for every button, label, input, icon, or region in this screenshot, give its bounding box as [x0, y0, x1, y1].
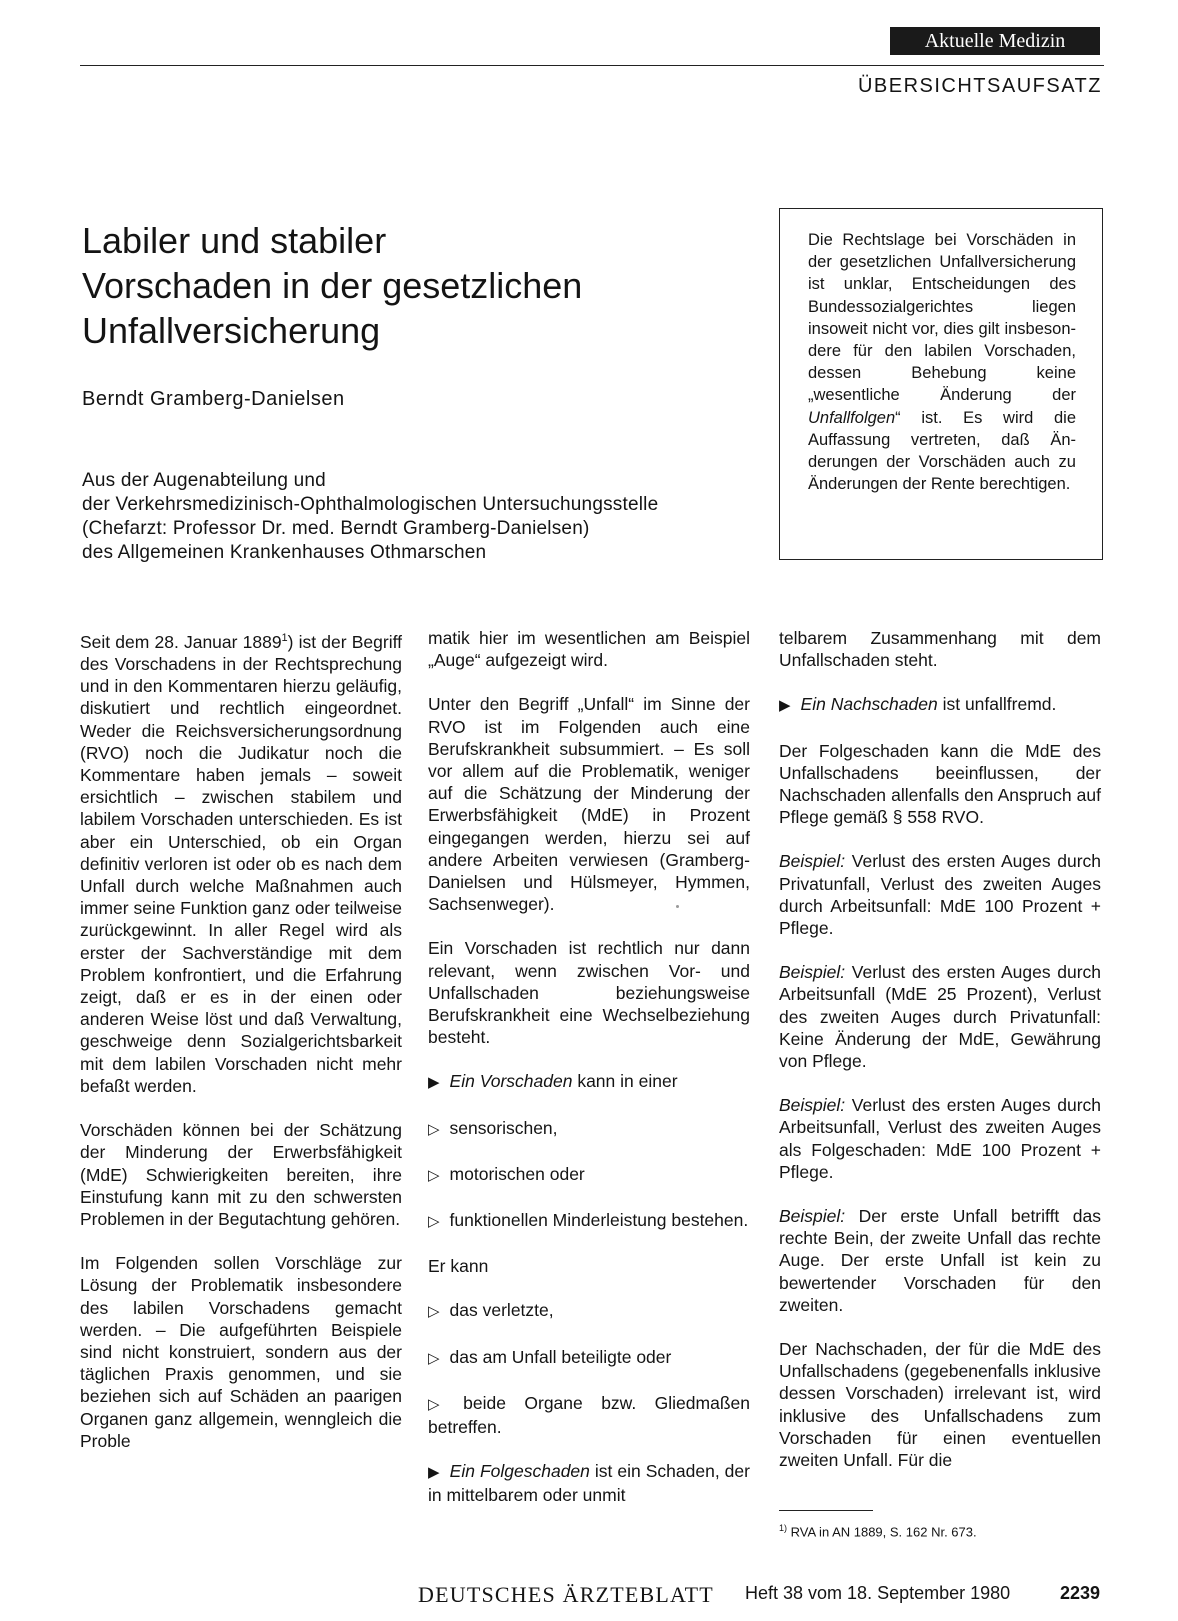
open-triangle-icon: ▷	[428, 1303, 440, 1321]
abstract-part: “ ist. Es wird die Auffassung vertreten, daß Änderungen der Vorschäden auch zu Änderungen der Rente berechtigen.	[808, 408, 1076, 494]
article-title	[82, 218, 722, 353]
list-item-text: motorischen oder	[449, 1163, 585, 1184]
paragraph	[80, 627, 402, 1097]
footnote	[779, 1523, 977, 1539]
affiliation-line: des Allgemeinen Krankenhauses Othmarschen	[82, 542, 487, 563]
text-run: ist ein Schaden, der in mittelbarem oder unmit	[428, 1461, 750, 1506]
paragraph: Ein Vorschaden ist rechtlich nur dann relevant, wenn zwischen Vor- und Unfallschaden beziehungsweise Berufskrankheit eine Wechselbeziehung besteht.	[428, 938, 750, 1048]
text-run: Verlust des ersten Auges durch Privatunfall, Verlust des zweiten Auges durch Arbeitsunfall: MdE 100 Prozent + Pflege.	[779, 851, 1101, 939]
text-column-1	[80, 627, 402, 1474]
term: Ein Nachschaden	[800, 694, 938, 715]
paragraph: matik hier im wesentlichen am Beispiel „Auge“ aufgezeigt wird.	[428, 628, 750, 671]
example-label: Beispiel:	[779, 962, 846, 983]
open-triangle-icon: ▷	[428, 1213, 440, 1231]
paragraph: Er kann	[428, 1256, 489, 1277]
title-line: Unfallversicherung	[82, 310, 381, 351]
title-line: Vorschaden in der gesetzlichen	[82, 265, 583, 306]
list-item-text: das verletzte,	[449, 1300, 554, 1321]
header-rule	[80, 65, 1104, 66]
footnote-rule	[779, 1510, 873, 1511]
definition-paragraph	[428, 1460, 750, 1506]
affiliation-line: (Chefarzt: Professor Dr. med. Berndt Gramberg-Danielsen)	[82, 518, 590, 539]
open-triangle-icon: ▷	[428, 1166, 440, 1184]
list-item-text: beide Organe bzw. Gliedmaßen betreffen.	[428, 1392, 750, 1438]
filled-triangle-icon: ▶	[428, 1074, 440, 1092]
text-run: Verlust des ersten Auges durch Arbeitsunfall (MdE 25 Prozent), Verlust des zweiten Auges durch Privatunfall: Keine Änderung der MdE, Gewährung von Pflege.	[779, 962, 1101, 1072]
abstract-italic: Unfallfolgen	[808, 408, 896, 427]
term: Ein Vorschaden	[449, 1071, 573, 1092]
page-number: 2239	[1060, 1583, 1101, 1603]
footnote-text: RVA in AN 1889, S. 162 Nr. 673.	[787, 1524, 977, 1540]
example-label: Beispiel:	[779, 1095, 846, 1116]
text-run: Verlust des ersten Auges durch Arbeitsunfall, Verlust des zweiten Auges als Folgeschaden: MdE 100 Prozent + Pflege.	[779, 1095, 1101, 1182]
open-triangle-icon: ▷	[428, 1395, 454, 1413]
scan-speck	[676, 905, 679, 908]
text-run: kann in einer	[572, 1071, 678, 1092]
section-label: ÜBERSICHTSAUFSATZ	[857, 75, 1102, 97]
definition-paragraph	[428, 1070, 750, 1094]
list-item	[428, 1209, 750, 1233]
example-paragraph	[779, 850, 1101, 939]
abstract-part: Die Rechtslage bei Vorschäden in der gesetzlichen Unfallversicherung ist unklar, Entscheidungen des Bundessozialgerichtes liegen insoweit nicht vor, dies gilt insbesondere für den labilen Vorschaden, dessen Behebung keine „wesentliche Änderung der	[808, 231, 1076, 405]
title-line: Labiler und stabiler	[82, 220, 387, 261]
footnote-ref: 1	[281, 632, 288, 644]
example-label: Beispiel:	[779, 1206, 846, 1227]
abstract-text	[808, 229, 1076, 495]
author-name: Berndt Gramberg-Danielsen	[82, 388, 345, 410]
text-column-2	[428, 627, 750, 1529]
paragraph: Unter den Begriff „Unfall“ im Sinne der RVO ist im Folgenden auch eine Berufskrankheit subsummiert. – Es soll vor allem auf die Problematik, weniger auf die Schätzung der Minderung der Erwerbsfähigkeit (MdE) in Prozent eingegangen werden, hierzu sei auf andere Arbeiten verwiesen (Gramberg-Danielsen und Hülsmeyer, Hymmen, Sachsenweger).	[428, 694, 750, 915]
paragraph: Der Nachschaden, der für die MdE des Unfallschadens (gegebenenfalls inklusive dessen Vorschaden) irrelevant ist, wird inklusive des Unfallschadens zum Vorschaden für einen eventuellen zweiten Unfall. Für die	[779, 1339, 1101, 1471]
footer-journal-name: DEUTSCHES ÄRZTEBLATT	[418, 1582, 714, 1607]
example-paragraph	[779, 961, 1101, 1072]
open-triangle-icon: ▷	[428, 1120, 440, 1138]
footer-issue: Heft 38 vom 18. September 1980	[745, 1583, 1011, 1603]
example-paragraph	[779, 1094, 1101, 1183]
list-item	[428, 1346, 750, 1370]
text-run: Der erste Unfall betrifft das rechte Bein, der zweite Unfall das rechte Auge. Der erste Unfall ist kein zu bewertender Vorschaden für den zweiten.	[779, 1206, 1101, 1315]
section-badge: Aktuelle Medizin	[890, 27, 1100, 55]
list-item	[428, 1163, 750, 1187]
list-item-text: funktionellen Minderleistung bestehen.	[449, 1210, 749, 1231]
definition-paragraph	[779, 693, 1101, 717]
filled-triangle-icon: ▶	[428, 1464, 440, 1482]
text-run: Seit dem 28. Januar 1889	[80, 631, 282, 652]
text-run: ist unfallfremd.	[937, 694, 1057, 715]
example-paragraph	[779, 1205, 1101, 1316]
open-triangle-icon: ▷	[428, 1349, 440, 1367]
paragraph: telbarem Zusammenhang mit dem Unfallschaden steht.	[779, 628, 1101, 671]
footnote-mark: 1)	[779, 1523, 788, 1533]
term: Ein Folgeschaden	[449, 1461, 590, 1482]
filled-triangle-icon: ▶	[779, 697, 791, 715]
example-label: Beispiel:	[779, 851, 846, 872]
list-item	[428, 1117, 750, 1141]
paragraph: Der Folgeschaden kann die MdE des Unfallschadens beeinflussen, der Nachschaden allenfalls den Anspruch auf Pflege gemäß § 558 RVO.	[779, 740, 1101, 828]
affiliation-line: Aus der Augenabteilung und	[82, 470, 326, 491]
list-item	[428, 1299, 750, 1323]
paragraph: Im Folgenden sollen Vorschläge zur Lösung der Problematik insbesondere des labilen Vorschadens gemacht werden. – Die aufgeführten Beispiele sind nicht konstruiert, sondern aus der täglichen Praxis genommen, und sie beziehen sich auf Schäden an paarigen Organen ganz allgemein, wenngleich die Proble	[80, 1253, 402, 1451]
text-column-3	[779, 627, 1101, 1493]
affiliation	[82, 469, 762, 565]
abstract-box	[779, 208, 1103, 560]
list-item	[428, 1392, 750, 1438]
affiliation-line: der Verkehrsmedizinisch-Ophthalmologischen Untersuchungsstelle	[82, 494, 659, 515]
list-item-text: das am Unfall beteiligte oder	[449, 1346, 672, 1367]
paragraph: Vorschäden können bei der Schätzung der Minderung der Erwerbsfähigkeit (MdE) Schwierigkeiten bereiten, ihre Einstufung kann mit zu den schwersten Problemen in der Begutachtung gehören.	[80, 1120, 402, 1229]
text-run: ) ist der Begriff des Vorschadens in der Rechtsprechung und in den Kommentaren hierzu geläufig, diskutiert und rechtlich eingeordnet. Weder die Reichsversicherungsordnung (RVO) noch die Judikatur noch die Kommentare haben jemals – soweit ersichtlich – zwischen stabilem und labilem Vorschaden unterschieden. Es ist aber ein Unterschied, ob ein Organ definitiv verloren ist oder ob es nach dem Unfall durch welche Maßnahmen auch immer seine Funktion ganz oder teilweise zurückgewinnt. In aller Regel wird als erster der Sachverständige mit dem Problem konfrontiert, und die Erfahrung zeigt, daß er es in der einen oder anderen Weise löst und daß Verwaltung, geschweige denn Sozialgerichtsbarkeit mit dem labilen Vorschaden nicht mehr befaßt werden.	[80, 631, 402, 1096]
list-item-text: sensorischen,	[449, 1117, 558, 1138]
